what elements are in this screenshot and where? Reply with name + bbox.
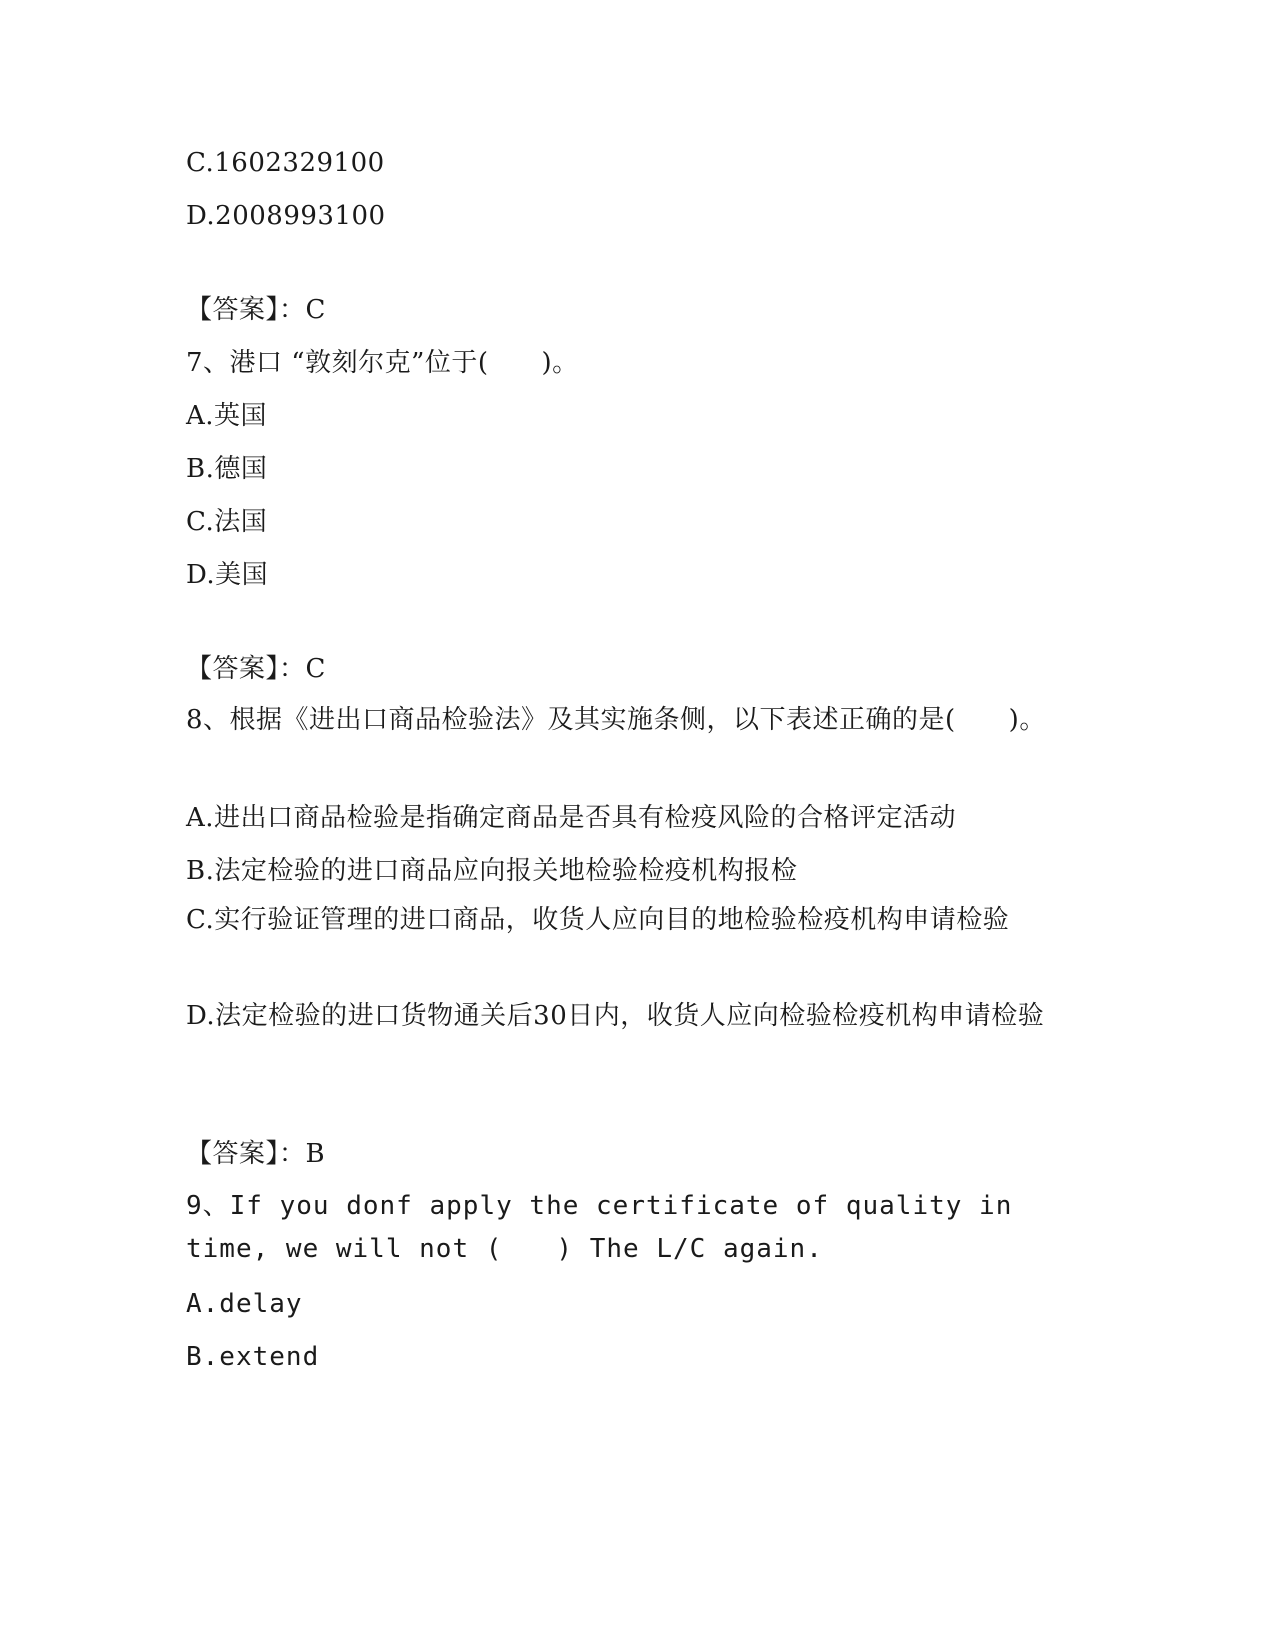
q7-option-a: A.英国: [186, 401, 268, 431]
q9-option-b: B.extend: [186, 1342, 320, 1372]
q7-option-d: D.美国: [186, 560, 269, 590]
q8-option-a: A.进出口商品检验是指确定商品是否具有检疫风险的合格评定活动: [186, 803, 957, 833]
q7-option-b: B.德国: [186, 454, 268, 484]
q8-option-d: D.法定检验的进口货物通关后30日内，收货人应向检验检疫机构申请检验: [186, 1001, 1045, 1031]
q7-option-c: C.法国: [186, 507, 268, 537]
q8-answer: 【答案】：B: [186, 1139, 326, 1169]
q8-option-c: C.实行验证管理的进口商品，收货人应向目的地检验检疫机构申请检验: [186, 905, 1010, 935]
q7-question: 7、港口 “敦刻尔克”位于( )。: [186, 348, 579, 378]
q8-option-b: B.法定检验的进口商品应向报关地检验检疫机构报检: [186, 856, 798, 886]
q9-question: 9、If you donf apply the certificate of quality in time, we will not ( ) The L/C again.: [186, 1191, 1013, 1264]
q7-answer: 【答案】：C: [186, 654, 326, 684]
q6-option-d: D.2008993100: [186, 201, 386, 231]
q6-option-c: C.1602329100: [186, 148, 385, 178]
q9-option-a: A.delay: [186, 1289, 303, 1319]
q8-question: 8、根据《进出口商品检验法》及其实施条侧，以下表述正确的是( )。: [186, 705, 1046, 735]
q6-answer: 【答案】：C: [186, 295, 326, 325]
